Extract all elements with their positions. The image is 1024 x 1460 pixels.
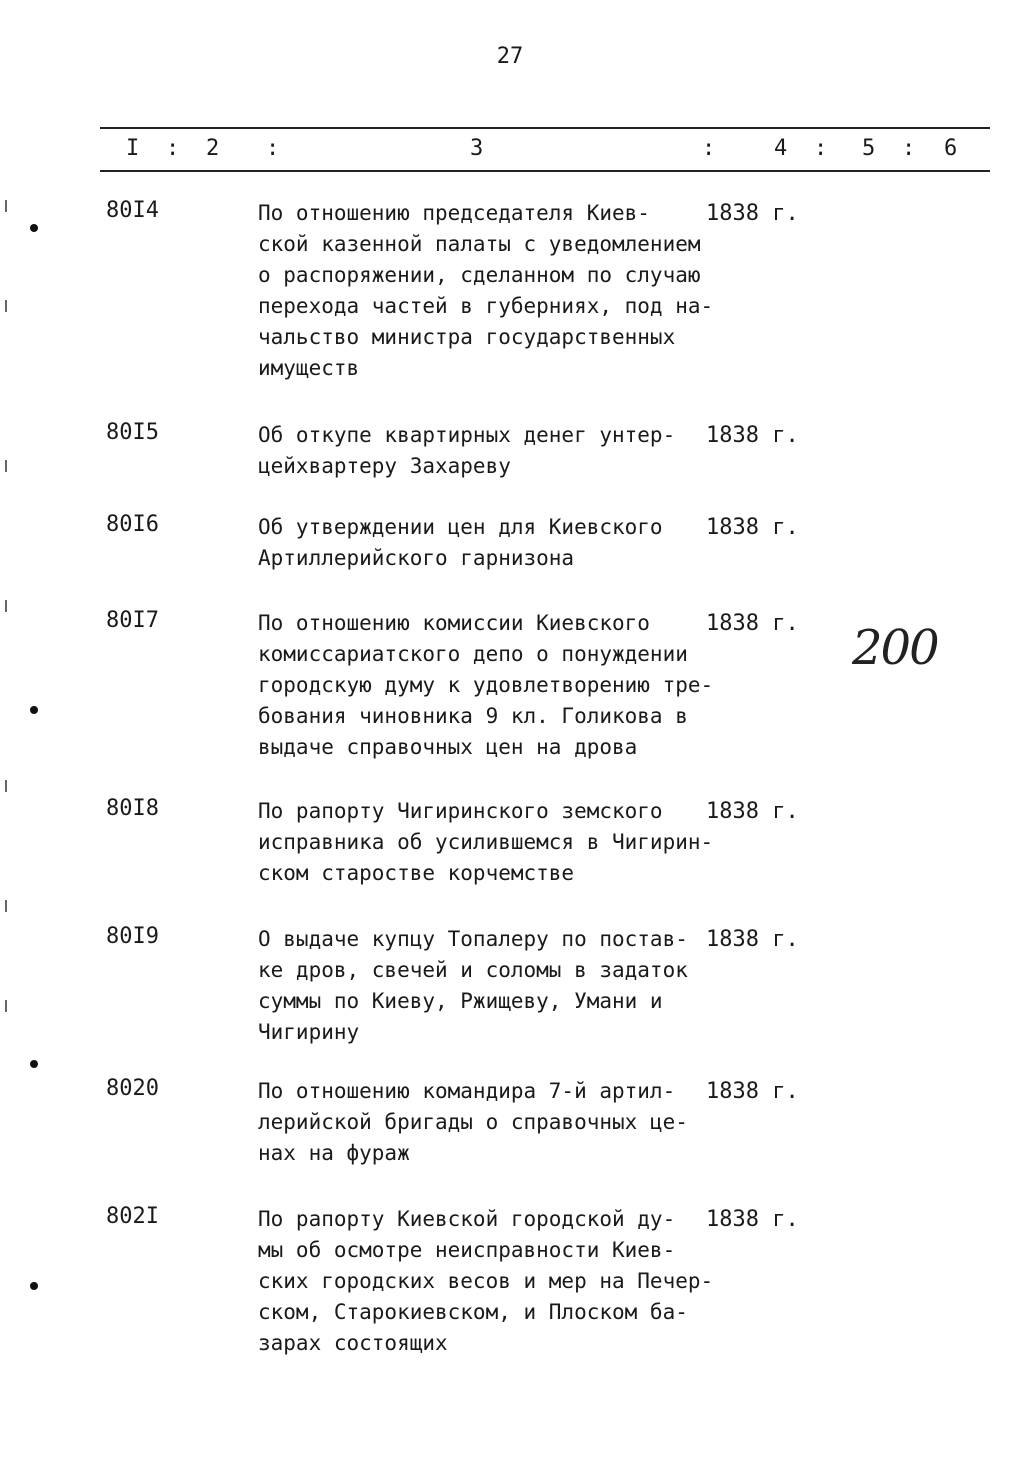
header-rule-top <box>100 127 990 129</box>
binding-hole-mark <box>30 1060 38 1068</box>
column-header-1: I <box>126 136 140 161</box>
entry-description <box>258 608 728 763</box>
column-separator: : <box>702 136 716 161</box>
description-line: ском старостве корчемстве <box>258 861 575 885</box>
column-header-2: 2 <box>206 136 220 161</box>
description-line: Артиллерийского гарнизона <box>258 546 575 570</box>
description-line: ке дров, свечей и соломы в задаток <box>258 958 688 982</box>
description-line: нах на фураж <box>258 1141 410 1165</box>
description-line: мы об осмотре неисправности Киев- <box>258 1238 676 1262</box>
column-header-3: 3 <box>470 136 484 161</box>
description-line: ских городских весов и мер на Печер- <box>258 1269 714 1293</box>
entry-description <box>258 420 728 482</box>
description-line: о распоряжении, сделанном по случаю <box>258 263 701 287</box>
entry-year: 1838 г. <box>706 1079 799 1104</box>
handwritten-note: 200 <box>852 620 938 676</box>
binding-hole-mark <box>30 1282 38 1290</box>
entry-number: 80I6 <box>106 512 159 537</box>
entry-year: 1838 г. <box>706 201 799 226</box>
entry-year: 1838 г. <box>706 927 799 952</box>
binding-hole-mark <box>30 706 38 714</box>
description-line: Об откупе квартирных денег унтер- <box>258 423 676 447</box>
description-line: Об утверждении цен для Киевского <box>258 515 663 539</box>
header-rule-bottom <box>100 170 990 172</box>
description-line: исправника об усилившемся в Чигирин- <box>258 830 714 854</box>
description-line: лерийской бригады о справочных це- <box>258 1110 688 1134</box>
entry-number: 8020 <box>106 1076 159 1101</box>
description-line: По отношению комиссии Киевского <box>258 611 650 635</box>
description-line: выдаче справочных цен на дрова <box>258 735 638 759</box>
entry-number: 802I <box>106 1204 159 1229</box>
description-line: перехода частей в губерниях, под на- <box>258 294 714 318</box>
entry-description <box>258 1076 728 1169</box>
column-header-6: 6 <box>944 136 958 161</box>
binding-hole-mark <box>30 224 38 232</box>
margin-mark <box>5 1000 7 1012</box>
description-line: суммы по Киеву, Ржищеву, Умани и <box>258 989 663 1013</box>
entry-description <box>258 924 728 1048</box>
description-line: комиссариатского депо о понуждении <box>258 642 688 666</box>
description-line: Чигирину <box>258 1020 360 1044</box>
description-line: ском, Старокиевском, и Плоском ба- <box>258 1300 688 1324</box>
entry-number: 80I5 <box>106 420 159 445</box>
entry-number: 80I8 <box>106 796 159 821</box>
margin-mark <box>5 460 7 472</box>
margin-mark <box>5 900 7 912</box>
entry-description <box>258 1204 728 1359</box>
description-line: О выдаче купцу Топалеру по постав- <box>258 927 688 951</box>
entry-year: 1838 г. <box>706 515 799 540</box>
entry-description <box>258 198 728 384</box>
entry-description <box>258 796 728 889</box>
margin-mark <box>5 600 7 612</box>
description-line: имуществ <box>258 356 360 380</box>
entry-description <box>258 512 728 574</box>
column-separator: : <box>166 136 180 161</box>
description-line: По отношению командира 7-й артил- <box>258 1079 676 1103</box>
page-number: 27 <box>496 44 524 69</box>
entry-year: 1838 г. <box>706 423 799 448</box>
column-separator: : <box>902 136 916 161</box>
description-line: городскую думу к удовлетворению тре- <box>258 673 714 697</box>
description-line: чальство министра государственных <box>258 325 676 349</box>
entry-number: 80I7 <box>106 608 159 633</box>
column-separator: : <box>266 136 280 161</box>
entry-number: 80I9 <box>106 924 159 949</box>
column-header-5: 5 <box>862 136 876 161</box>
entry-number: 80I4 <box>106 198 159 223</box>
margin-mark <box>5 780 7 792</box>
margin-mark <box>5 300 7 312</box>
margin-mark <box>5 200 7 212</box>
entry-year: 1838 г. <box>706 1207 799 1232</box>
column-separator: : <box>814 136 828 161</box>
description-line: бования чиновника 9 кл. Голикова в <box>258 704 688 728</box>
description-line: По рапорту Киевской городской ду- <box>258 1207 676 1231</box>
description-line: зарах состоящих <box>258 1331 448 1355</box>
description-line: По рапорту Чигиринского земского <box>258 799 663 823</box>
column-header-4: 4 <box>774 136 788 161</box>
description-line: цейхвартеру Захареву <box>258 454 511 478</box>
description-line: ской казенной палаты с уведомлением <box>258 232 701 256</box>
entry-year: 1838 г. <box>706 799 799 824</box>
entry-year: 1838 г. <box>706 611 799 636</box>
description-line: По отношению председателя Киев- <box>258 201 650 225</box>
